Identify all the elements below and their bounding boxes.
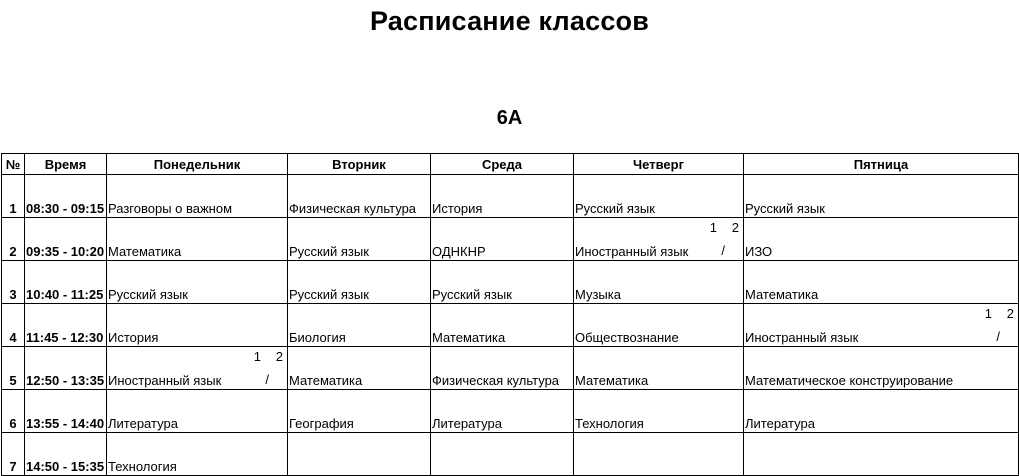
- lesson-time: 12:50 - 13:35: [25, 347, 107, 390]
- cell-friday: [744, 433, 1019, 476]
- table-row: [2, 347, 1019, 390]
- header-time: Время: [25, 154, 107, 175]
- lesson-number: 1: [2, 175, 25, 218]
- table-row: [2, 261, 1019, 304]
- cell-friday: Математика: [744, 261, 1019, 304]
- cell-tuesday: Русский язык: [288, 261, 431, 304]
- cell-wednesday: Литература: [431, 390, 574, 433]
- cell-monday: Технология: [107, 433, 288, 476]
- cell-tuesday: Физическая культура: [288, 175, 431, 218]
- header-number: №: [2, 154, 25, 175]
- cell-wednesday: История: [431, 175, 574, 218]
- lesson-number: 4: [2, 304, 25, 347]
- cell-wednesday: Математика: [431, 304, 574, 347]
- cell-thursday: [574, 218, 744, 261]
- cell-wednesday: [431, 433, 574, 476]
- group-numbers: [239, 349, 283, 364]
- lesson-number: 2: [2, 218, 25, 261]
- subject-label: Иностранный язык: [575, 244, 689, 259]
- cell-monday: Русский язык: [107, 261, 288, 304]
- table-row: [2, 175, 1019, 218]
- lesson-time: 08:30 - 09:15: [25, 175, 107, 218]
- cell-monday: История: [107, 304, 288, 347]
- group-2-mark: 2: [1006, 306, 1014, 321]
- group-1-mark: 1: [709, 220, 717, 235]
- lesson-time: 11:45 - 12:30: [25, 304, 107, 347]
- cell-thursday: Обществознание: [574, 304, 744, 347]
- lesson-number: 5: [2, 347, 25, 390]
- cell-thursday: [574, 433, 744, 476]
- table-row: [2, 218, 1019, 261]
- table-row: [2, 433, 1019, 476]
- group-separator: /: [265, 372, 269, 387]
- header-monday: Понедельник: [107, 154, 288, 175]
- cell-tuesday: [288, 433, 431, 476]
- header-row: [2, 154, 1019, 175]
- subject-label: Иностранный язык: [745, 330, 859, 345]
- table-row: [2, 390, 1019, 433]
- cell-thursday: Музыка: [574, 261, 744, 304]
- group-2-mark: 2: [275, 349, 283, 364]
- lesson-time: 09:35 - 10:20: [25, 218, 107, 261]
- schedule-table: [1, 153, 1019, 476]
- lesson-time: 14:50 - 15:35: [25, 433, 107, 476]
- cell-thursday: Русский язык: [574, 175, 744, 218]
- lesson-time: 10:40 - 11:25: [25, 261, 107, 304]
- cell-thursday: Технология: [574, 390, 744, 433]
- group-separator: /: [996, 329, 1000, 344]
- header-thursday: Четверг: [574, 154, 744, 175]
- cell-friday: ИЗО: [744, 218, 1019, 261]
- cell-friday: Русский язык: [744, 175, 1019, 218]
- cell-thursday: Математика: [574, 347, 744, 390]
- cell-monday: [107, 347, 288, 390]
- cell-monday: Математика: [107, 218, 288, 261]
- cell-friday: Математическое конструирование: [744, 347, 1019, 390]
- group-2-mark: 2: [731, 220, 739, 235]
- cell-friday: [744, 304, 1019, 347]
- subject-label: Иностранный язык: [108, 373, 222, 388]
- cell-wednesday: Физическая культура: [431, 347, 574, 390]
- cell-monday: Литература: [107, 390, 288, 433]
- cell-wednesday: Русский язык: [431, 261, 574, 304]
- page-title: Расписание классов: [369, 6, 650, 36]
- lesson-number: 7: [2, 433, 25, 476]
- cell-tuesday: Русский язык: [288, 218, 431, 261]
- group-1-mark: 1: [253, 349, 261, 364]
- class-name-heading: 6А: [496, 107, 523, 129]
- group-separator: /: [721, 243, 725, 258]
- header-wednesday: Среда: [431, 154, 574, 175]
- cell-monday: Разговоры о важном: [107, 175, 288, 218]
- cell-friday: Литература: [744, 390, 1019, 433]
- lesson-number: 3: [2, 261, 25, 304]
- lesson-number: 6: [2, 390, 25, 433]
- lesson-time: 13:55 - 14:40: [25, 390, 107, 433]
- cell-tuesday: География: [288, 390, 431, 433]
- header-friday: Пятница: [744, 154, 1019, 175]
- header-tuesday: Вторник: [288, 154, 431, 175]
- cell-tuesday: Математика: [288, 347, 431, 390]
- group-numbers: [970, 306, 1014, 321]
- group-1-mark: 1: [984, 306, 992, 321]
- table-row: [2, 304, 1019, 347]
- group-numbers: [695, 220, 739, 235]
- cell-tuesday: Биология: [288, 304, 431, 347]
- cell-wednesday: ОДНКНР: [431, 218, 574, 261]
